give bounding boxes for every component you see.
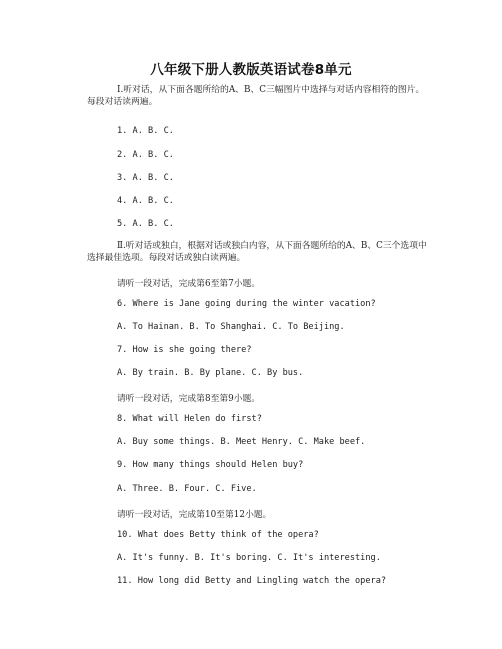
section2-instruction: Ⅱ.听对话或独白，根据对话或独白内容，从下面各题所给的A、B、C三个选项中选择最佳选项。每段对话或独白读两遍。 — [87, 241, 427, 264]
question-1: 1. A. B. C. — [117, 126, 174, 136]
listening-prompt: 请听一段对话，完成第6至第7小题。 — [117, 279, 261, 289]
question-4: 4. A. B. C. — [117, 196, 174, 206]
question-10: 10. What does Betty think of the opera? — [117, 530, 319, 540]
options-8: A. Buy some things. B. Meet Henry. C. Make beef. — [117, 437, 366, 447]
question-7: 7. How is she going there? — [117, 345, 252, 355]
question-9: 9. How many things should Helen buy? — [117, 460, 304, 470]
question-5: 5. A. B. C. — [117, 219, 174, 229]
section1-instruction: Ⅰ.听对话，从下面各题所给的A、B、C三幅图片中选择与对话内容相符的图片。每段对话读两遍。 — [87, 85, 425, 108]
options-9: A. Three. B. Four. C. Five. — [117, 484, 257, 494]
question-3: 3. A. B. C. — [117, 173, 174, 183]
question-2: 2. A. B. C. — [117, 150, 174, 160]
options-10: A. It's funny. B. It's boring. C. It's interesting. — [117, 553, 381, 563]
document-title: 八年级下册人教版英语试卷8单元 — [150, 62, 352, 78]
question-11: 11. How long did Betty and Lingling watch the opera? — [117, 576, 387, 586]
options-6: A. To Hainan. B. To Shanghai. C. To Beijing. — [117, 322, 345, 332]
question-6: 6. Where is Jane going during the winter vacation? — [117, 299, 376, 309]
question-8: 8. What will Helen do first? — [117, 414, 262, 424]
listening-prompt: 请听一段对话，完成第10至第12小题。 — [117, 510, 272, 520]
listening-prompt: 请听一段对话，完成第8至第9小题。 — [117, 394, 261, 404]
options-7: A. By train. B. By plane. C. By bus. — [117, 368, 304, 378]
